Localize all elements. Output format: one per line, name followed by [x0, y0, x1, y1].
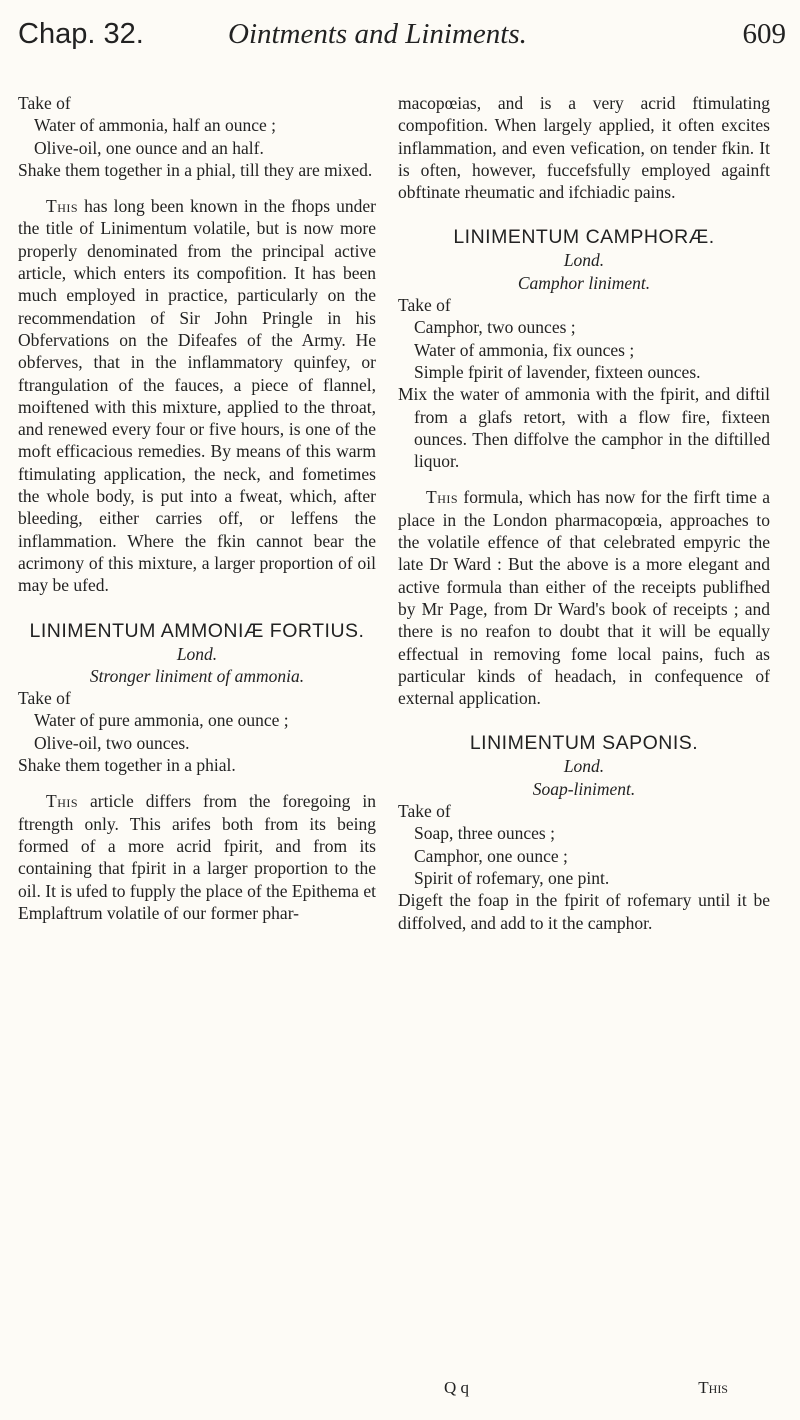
ingredient-item: Water of pure ammonia, one ounce ; — [34, 710, 289, 731]
take-of-label: Take of — [398, 801, 451, 822]
chapter-label: Chap. 32. — [18, 18, 144, 50]
commentary-paragraph — [18, 195, 376, 596]
pharmacopoeia-label: Lond. — [563, 756, 605, 777]
paragraph-lead: This — [46, 791, 79, 812]
section-heading: LINIMENTUM SAPONIS. — [469, 732, 699, 755]
page-header — [18, 18, 786, 62]
ingredient-item: Spirit of rofemary, one pint. — [414, 867, 610, 888]
take-of-label: Take of — [18, 688, 71, 709]
ingredient-item: Simple fpirit of lavender, fixteen ounces. — [414, 361, 701, 382]
section-heading: LINIMENTUM AMMONIÆ FORTIUS. — [29, 619, 365, 642]
commentary-paragraph — [18, 790, 376, 924]
take-of-label: Take of — [18, 93, 71, 113]
paragraph-body: has long been known in the fhops under the title of Linimentum volatile, but is now more properly denominated from the principal active article, which enters its compofition. It has been much employed in practice, particularly on the recommendation of Sir John Pringle in his Obfervations on the Difeafes of the Army. He obferves, that in the inflammatory quinfey, or ftrangulation of the fauces, a piece of flannel, moiftened with this mixture, applied to the throat, and renewed every four or five hours, is one of the moft efficacious remedies. By means of this warm ftimulating application, the neck, and fometimes the whole body, is put into a fweat, which, after bleeding, either carries off, or leffens the inflammation. Where the fkin cannot bear the acrimony of this mixture, a larger proportion of oil may be ufed. — [18, 196, 376, 596]
english-name: Soap-liniment. — [532, 778, 636, 799]
pharmacopoeia-label: Lond. — [563, 250, 605, 271]
commentary-paragraph — [398, 486, 770, 709]
recipe-directions: Shake them together in a phial, till they are mixed. — [18, 159, 373, 180]
paragraph-lead: This — [46, 196, 79, 217]
ingredient-item: Olive-oil, two ounces. — [34, 732, 190, 753]
english-name: Camphor liniment. — [517, 272, 651, 293]
page-number: 609 — [742, 18, 786, 50]
right-column — [398, 92, 770, 934]
pharmacopoeia-label: Lond. — [176, 643, 218, 664]
commentary-continuation: macopœias, and is a very acrid ftimulating compofition. When largely applied, it often excites inflammation, and even vefication, on tender fkin. It is often, however, fuccefsfully employed againft obftinate rheumatic and ifchiadic pains. — [398, 93, 770, 203]
signature-mark: Q q — [444, 1378, 470, 1397]
ingredient-item: Camphor, two ounces ; — [414, 317, 576, 338]
catchword: This — [698, 1378, 728, 1397]
take-of-label: Take of — [398, 295, 451, 316]
paragraph-body: formula, which has now for the firft time a place in the London pharmacopœia, approaches to the volatile effence of that celebrated empyric the late Dr Ward : But the above is a more elegant and active formula than either of the receipts publifhed by Mr Page, from Dr Ward's book of receipts ; and there is no reafon to doubt that it will be equally effectual in removing fome local pains, fuch as particular kinds of headach, in confequence of external application. — [398, 487, 770, 709]
english-name: Stronger liniment of ammonia. — [89, 665, 305, 686]
ingredient-item: Olive-oil, one ounce and an half. — [34, 137, 264, 158]
paragraph-lead: This — [426, 487, 459, 508]
section-heading: LINIMENTUM CAMPHORÆ. — [453, 226, 715, 249]
ingredient-item: Soap, three ounces ; — [414, 823, 555, 844]
recipe-directions: Mix the water of ammonia with the fpirit, and diftil from a glafs retort, with a flow fire, fixteen ounces. Then diffolve the camphor in the diftilled liquor. — [398, 384, 770, 472]
left-column — [18, 92, 376, 924]
running-title: Ointments and Liniments. — [228, 18, 527, 50]
paragraph-body: article differs from the foregoing in ftrength only. This arifes both from its being formed of a more acrid fpirit, and from its containing that fpirit in a larger proportion to the oil. It is ufed to fupply the place of the Epithema et Emplaftrum volatile of our former phar- — [18, 791, 376, 923]
ingredient-item: Camphor, one ounce ; — [414, 845, 568, 866]
page-footer — [398, 1378, 770, 1404]
ingredient-item: Water of ammonia, fix ounces ; — [414, 339, 635, 360]
recipe-directions: Digeft the foap in the fpirit of rofemary until it be diffolved, and add to it the camphor. — [398, 890, 770, 933]
ingredient-item: Water of ammonia, half an ounce ; — [34, 115, 277, 136]
recipe-directions: Shake them together in a phial. — [18, 755, 236, 776]
